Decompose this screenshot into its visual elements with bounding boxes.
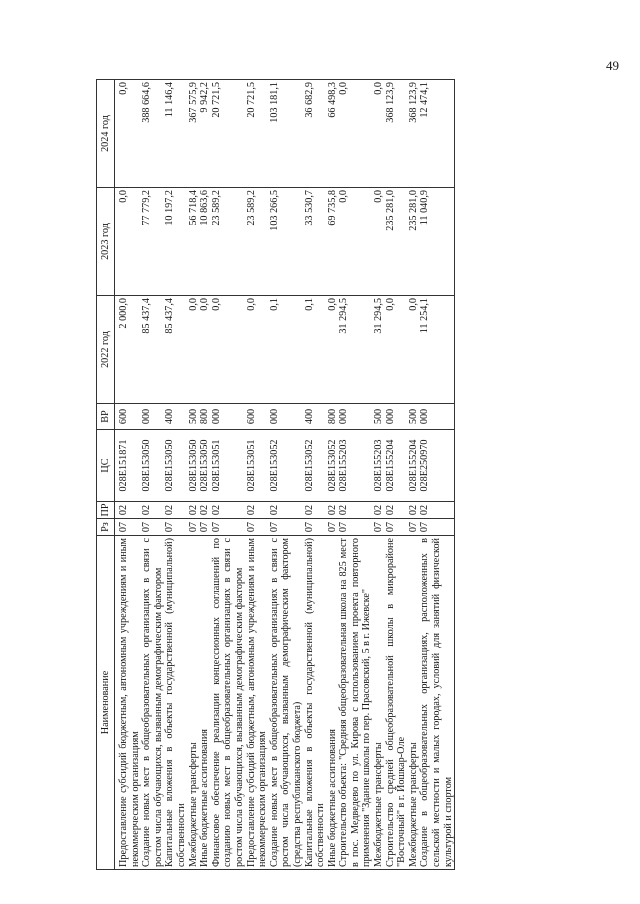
cell-name: Капитальные вложения в объекты государственной (муниципальной) собственности	[164, 536, 187, 870]
table-row	[115, 80, 142, 870]
table-row	[269, 80, 304, 870]
cell-y2024: 103 181,1	[269, 80, 304, 188]
cell-name: Строительство объекта: "Средняя общеобразовательная школа на 825 мест в пос. Медведево по ул. Кирова с использованием проекта повторного применения "Здание школы по пер. Прасовский, 5 в г. Ижевске"	[338, 536, 373, 870]
cell-y2023: 10 863,6	[199, 188, 211, 296]
cell-y2022: 0,0	[385, 296, 408, 404]
cell-name: Создание в общеобразовательных организациях, расположенных в сельской местности и малых городах, условий для занятий физической культурой и спортом	[419, 536, 454, 870]
cell-y2023: 11 040,9	[419, 188, 454, 296]
cell-y2023: 103 266,5	[269, 188, 304, 296]
cell-cs: 028E250970	[419, 430, 454, 502]
cell-rz: 07	[269, 519, 304, 536]
cell-pr: 02	[211, 502, 246, 519]
cell-y2024: 388 664,6	[141, 80, 164, 188]
cell-y2022: 11 254,1	[419, 296, 454, 404]
cell-rz: 07	[373, 519, 385, 536]
cell-y2023: 10 197,2	[164, 188, 187, 296]
table-row	[211, 80, 246, 870]
cell-y2023: 33 530,7	[304, 188, 327, 296]
cell-cs: 028E155204	[408, 430, 420, 502]
cell-rz: 07	[419, 519, 454, 536]
cell-name: Предоставление субсидий бюджетным, автономным учреждениям и иным некоммерческим организациям	[115, 536, 142, 870]
cell-name: Иные бюджетные ассигнования	[327, 536, 339, 870]
cell-y2024: 368 123,9	[408, 80, 420, 188]
cell-cs: 028E155204	[385, 430, 408, 502]
cell-name: Финансовое обеспечение реализации концессионных соглашений по созданию новых мест в общеобразовательных организациях в связи с ростом числа обучающихся, вызванным демографическим фактором	[211, 536, 246, 870]
cell-rz: 07	[338, 519, 373, 536]
cell-y2022: 0,0	[199, 296, 211, 404]
table-row	[164, 80, 187, 870]
cell-y2023: 23 589,2	[246, 188, 269, 296]
cell-pr: 02	[338, 502, 373, 519]
cell-vr: 000	[338, 404, 373, 430]
cell-vr: 800	[327, 404, 339, 430]
cell-vr: 400	[304, 404, 327, 430]
cell-y2024: 20 721,5	[246, 80, 269, 188]
cell-y2022: 0,1	[304, 296, 327, 404]
cell-cs: 028E153050	[141, 430, 164, 502]
cell-name: Создание новых мест в общеобразовательных организациях в связи с ростом числа обучающихся, вызванным демографическим фактором	[141, 536, 164, 870]
cell-cs: 028E153050	[199, 430, 211, 502]
table-row	[188, 80, 200, 870]
cell-name: Иные бюджетные ассигнования	[199, 536, 211, 870]
cell-rz: 07	[164, 519, 187, 536]
header-2024: 2024 год	[97, 80, 115, 188]
cell-y2023: 23 589,2	[211, 188, 246, 296]
cell-rz: 07	[115, 519, 142, 536]
cell-y2022: 0,0	[327, 296, 339, 404]
cell-pr: 02	[327, 502, 339, 519]
cell-y2023: 0,0	[373, 188, 385, 296]
cell-rz: 07	[188, 519, 200, 536]
header-pr: ПР	[97, 502, 115, 519]
cell-pr: 02	[188, 502, 200, 519]
cell-y2023: 56 718,4	[188, 188, 200, 296]
cell-y2024: 0,0	[373, 80, 385, 188]
cell-y2023: 235 281,0	[385, 188, 408, 296]
cell-y2022: 0,0	[188, 296, 200, 404]
cell-name: Капитальные вложения в объекты государственной (муниципальной) собственности	[304, 536, 327, 870]
page-number: 49	[606, 58, 619, 73]
table-row	[199, 80, 211, 870]
cell-y2023: 77 779,2	[141, 188, 164, 296]
table-header-row	[97, 80, 115, 870]
cell-y2023: 69 735,8	[327, 188, 339, 296]
cell-y2024: 0,0	[338, 80, 373, 188]
cell-vr: 800	[199, 404, 211, 430]
cell-vr: 600	[246, 404, 269, 430]
cell-y2023: 0,0	[338, 188, 373, 296]
cell-vr: 000	[141, 404, 164, 430]
cell-cs: 028E153051	[246, 430, 269, 502]
cell-pr: 02	[164, 502, 187, 519]
table-row	[419, 80, 454, 870]
cell-y2022: 0,0	[408, 296, 420, 404]
cell-name: Межбюджетные трансферты	[373, 536, 385, 870]
table-row	[304, 80, 327, 870]
cell-pr: 02	[419, 502, 454, 519]
header-name: Наименование	[97, 536, 115, 870]
cell-pr: 02	[373, 502, 385, 519]
table-row	[141, 80, 164, 870]
header-cs: ЦС	[97, 430, 115, 502]
cell-cs: 028E153052	[327, 430, 339, 502]
cell-y2022: 0,1	[269, 296, 304, 404]
cell-y2024: 66 498,3	[327, 80, 339, 188]
cell-y2022: 0,0	[211, 296, 246, 404]
table-row	[373, 80, 385, 870]
header-2022: 2022 год	[97, 296, 115, 404]
budget-table-container	[96, 80, 566, 870]
table-row	[338, 80, 373, 870]
cell-name: Предоставление субсидий бюджетным, автономным учреждениям и иным некоммерческим организациям	[246, 536, 269, 870]
cell-y2024: 0,0	[115, 80, 142, 188]
cell-y2024: 36 682,9	[304, 80, 327, 188]
cell-rz: 07	[385, 519, 408, 536]
cell-y2024: 368 123,9	[385, 80, 408, 188]
cell-rz: 07	[246, 519, 269, 536]
table-row	[246, 80, 269, 870]
cell-vr: 600	[115, 404, 142, 430]
cell-cs: 028E155203	[373, 430, 385, 502]
cell-cs: 028E153050	[188, 430, 200, 502]
cell-y2024: 367 575,9	[188, 80, 200, 188]
cell-rz: 07	[211, 519, 246, 536]
cell-rz: 07	[199, 519, 211, 536]
cell-y2022: 0,0	[246, 296, 269, 404]
cell-vr: 500	[373, 404, 385, 430]
cell-vr: 000	[385, 404, 408, 430]
cell-y2024: 9 942,2	[199, 80, 211, 188]
cell-y2022: 31 294,5	[373, 296, 385, 404]
cell-vr: 000	[419, 404, 454, 430]
table-body	[115, 80, 455, 870]
cell-name: Строительство средней общеобразовательной школы в микрорайоне "Восточный" в г. Йошкар-Оле	[385, 536, 408, 870]
cell-vr: 500	[188, 404, 200, 430]
cell-vr: 000	[269, 404, 304, 430]
table-row	[327, 80, 339, 870]
cell-rz: 07	[327, 519, 339, 536]
cell-cs: 028E155203	[338, 430, 373, 502]
cell-name: Межбюджетные трансферты	[188, 536, 200, 870]
cell-y2022: 85 437,4	[164, 296, 187, 404]
cell-rz: 07	[408, 519, 420, 536]
cell-y2022: 31 294,5	[338, 296, 373, 404]
cell-name: Межбюджетные трансферты	[408, 536, 420, 870]
table-row	[385, 80, 408, 870]
cell-pr: 02	[385, 502, 408, 519]
header-vr: ВР	[97, 404, 115, 430]
cell-y2024: 11 146,4	[164, 80, 187, 188]
cell-name: Создание новых мест в общеобразовательных организациях в связи с ростом числа обучающихся, вызванным демографическим фактором (средства республиканского бюджета)	[269, 536, 304, 870]
cell-y2023: 0,0	[115, 188, 142, 296]
budget-table	[96, 79, 455, 870]
cell-y2023: 235 281,0	[408, 188, 420, 296]
cell-pr: 02	[408, 502, 420, 519]
cell-pr: 02	[304, 502, 327, 519]
cell-vr: 000	[211, 404, 246, 430]
cell-pr: 02	[199, 502, 211, 519]
cell-vr: 500	[408, 404, 420, 430]
header-2023: 2023 год	[97, 188, 115, 296]
cell-pr: 02	[246, 502, 269, 519]
cell-pr: 02	[141, 502, 164, 519]
cell-y2022: 85 437,4	[141, 296, 164, 404]
cell-vr: 400	[164, 404, 187, 430]
cell-rz: 07	[304, 519, 327, 536]
cell-rz: 07	[141, 519, 164, 536]
header-rz: Рз	[97, 519, 115, 536]
cell-y2024: 12 474,1	[419, 80, 454, 188]
cell-y2022: 2 000,0	[115, 296, 142, 404]
cell-cs: 028E153050	[164, 430, 187, 502]
table-row	[408, 80, 420, 870]
cell-cs: 028E153052	[269, 430, 304, 502]
cell-cs: 028E151871	[115, 430, 142, 502]
cell-y2024: 20 721,5	[211, 80, 246, 188]
cell-cs: 028E153051	[211, 430, 246, 502]
cell-pr: 02	[115, 502, 142, 519]
cell-pr: 02	[269, 502, 304, 519]
cell-cs: 028E153052	[304, 430, 327, 502]
